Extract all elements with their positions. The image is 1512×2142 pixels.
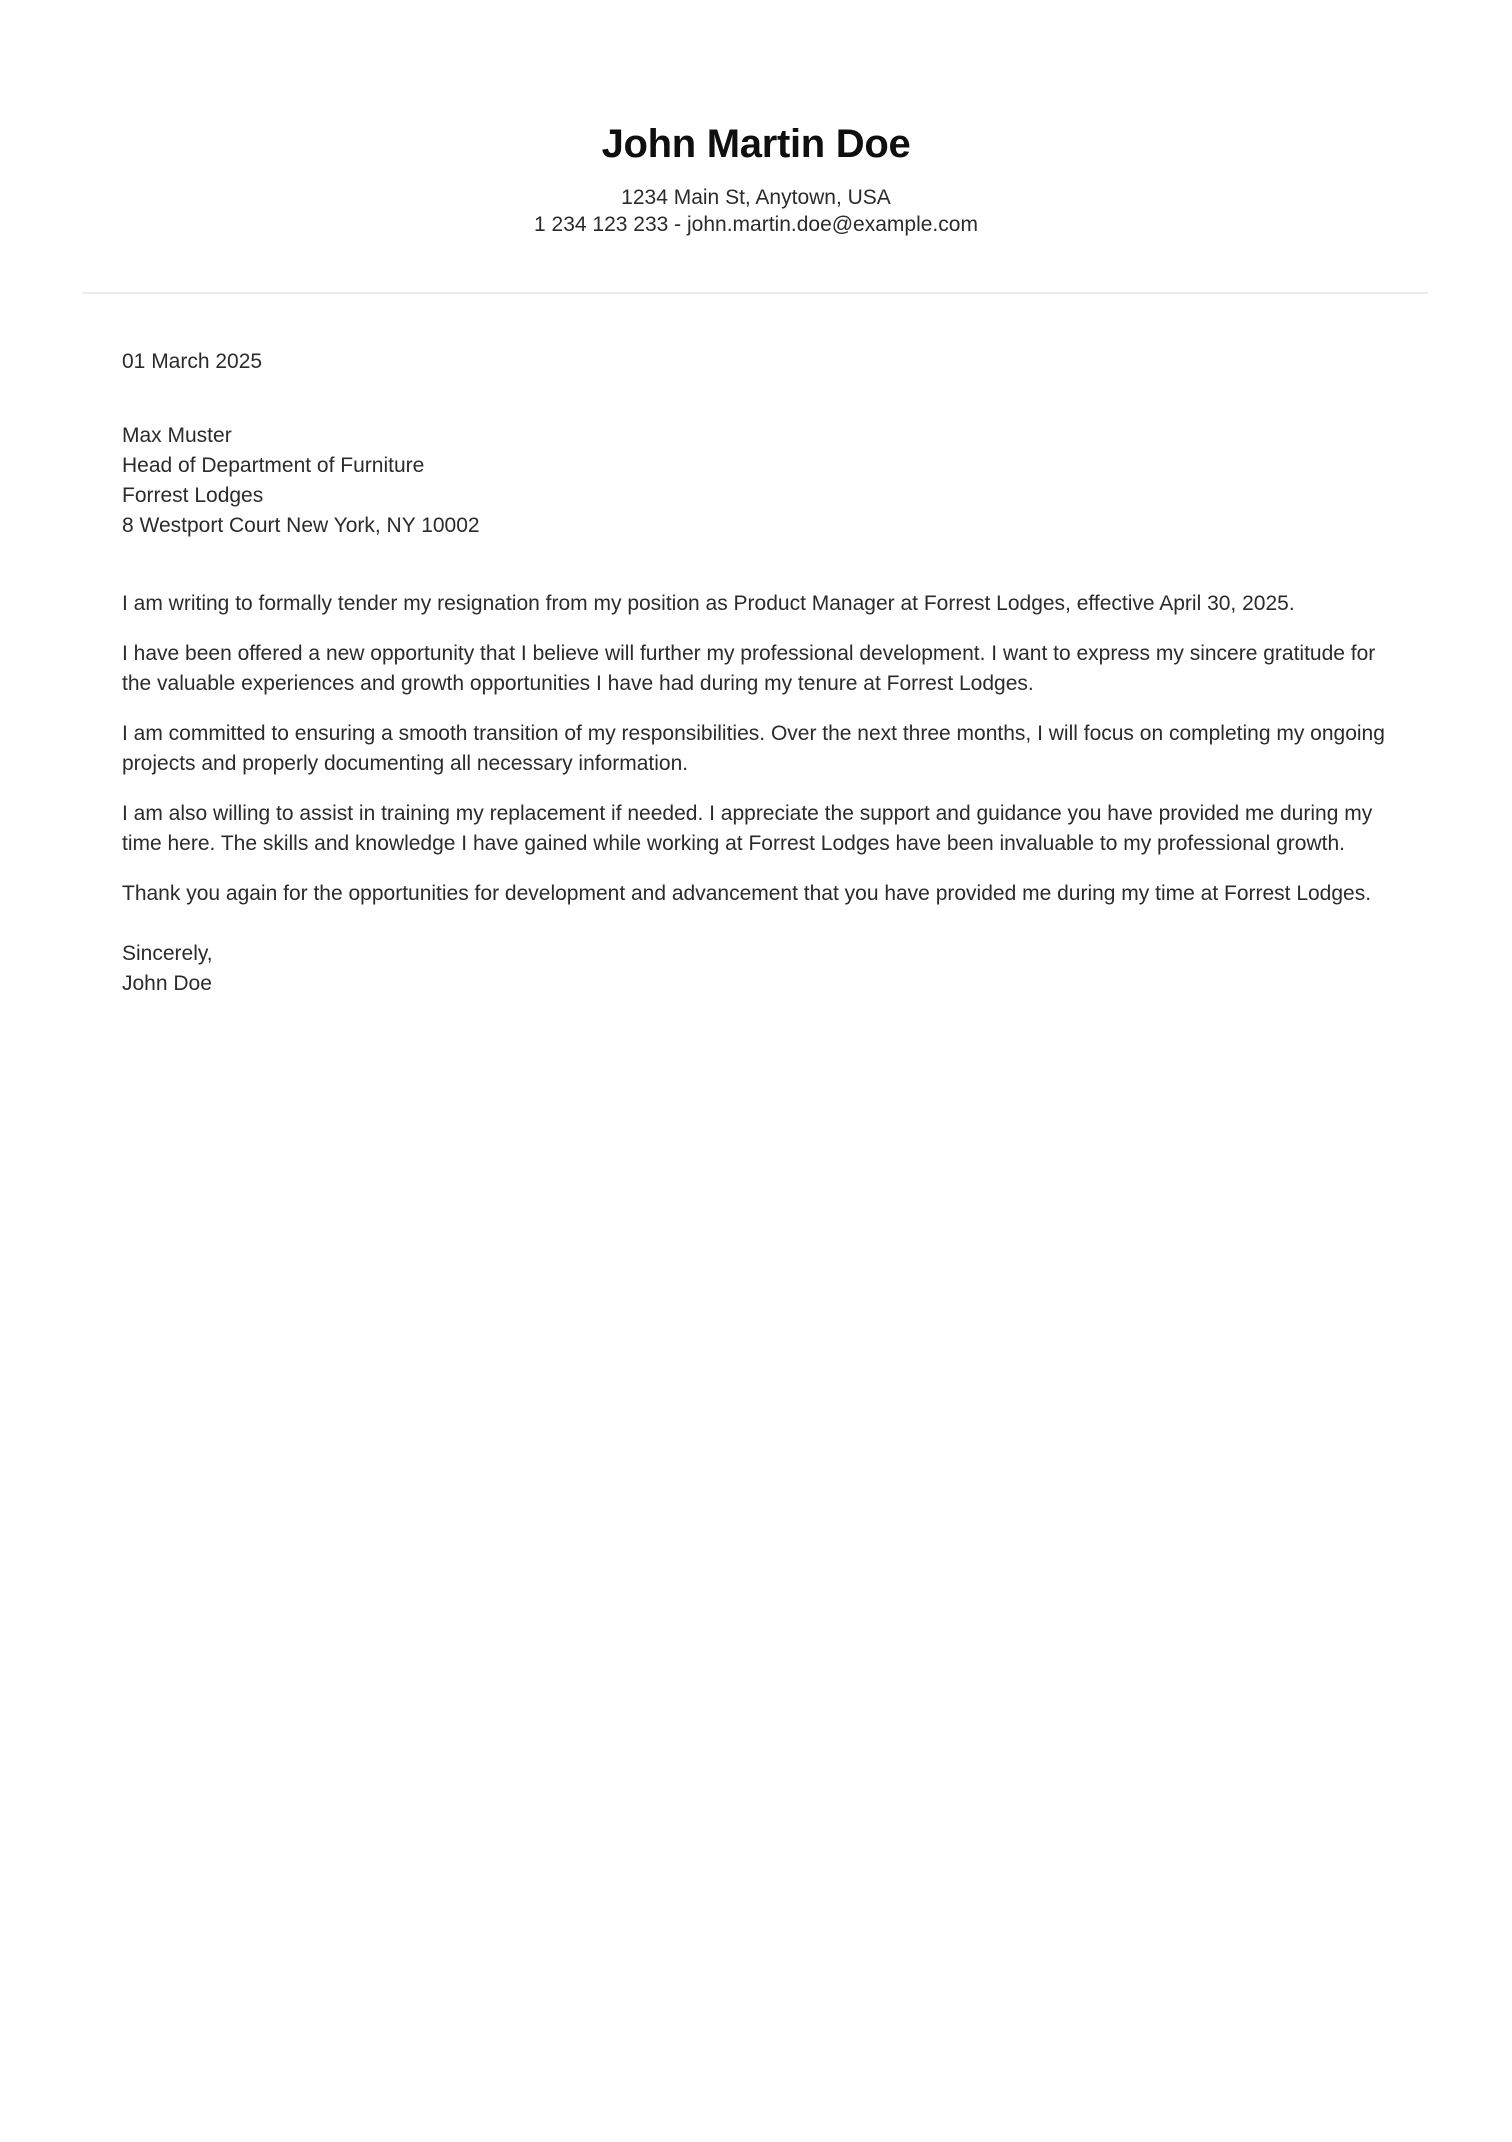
closing-block (122, 939, 1390, 999)
recipient-company: Forrest Lodges (122, 484, 264, 507)
recipient-block (122, 421, 1390, 541)
signature: John Doe (122, 972, 212, 995)
letter-header (0, 0, 1512, 238)
body-paragraph-4: I am also willing to assist in training my replacement if needed. I appreciate the support and guidance you have provided me during my time here. The skills and knowledge I have gained while working at Forrest Lodges have been invaluable to my professional growth. (122, 802, 1373, 855)
valediction: Sincerely, (122, 942, 213, 965)
body-paragraph-1: I am writing to formally tender my resignation from my position as Product Manager at Forrest Lodges, effective April 30, 2025. (122, 592, 1295, 615)
sender-contact: 1 234 123 233 - john.martin.doe@example.com (534, 213, 978, 236)
letter-body (0, 294, 1512, 999)
body-paragraph-3: I am committed to ensuring a smooth transition of my responsibilities. Over the next three months, I will focus on completing my ongoing projects and properly documenting all necessary information. (122, 722, 1385, 775)
letter-date: 01 March 2025 (122, 350, 263, 373)
recipient-title: Head of Department of Furniture (122, 454, 425, 477)
body-paragraph-5: Thank you again for the opportunities for development and advancement that you have provided me during my time at Forrest Lodges. (122, 882, 1372, 905)
sender-name: John Martin Doe (601, 122, 911, 166)
recipient-name: Max Muster (122, 424, 232, 447)
body-paragraph-2: I have been offered a new opportunity that I believe will further my professional development. I want to express my sincere gratitude for the valuable experiences and growth opportunities I have had during my tenure at Forrest Lodges. (122, 642, 1376, 695)
sender-address: 1234 Main St, Anytown, USA (621, 186, 891, 209)
recipient-address: 8 Westport Court New York, NY 10002 (122, 514, 480, 537)
